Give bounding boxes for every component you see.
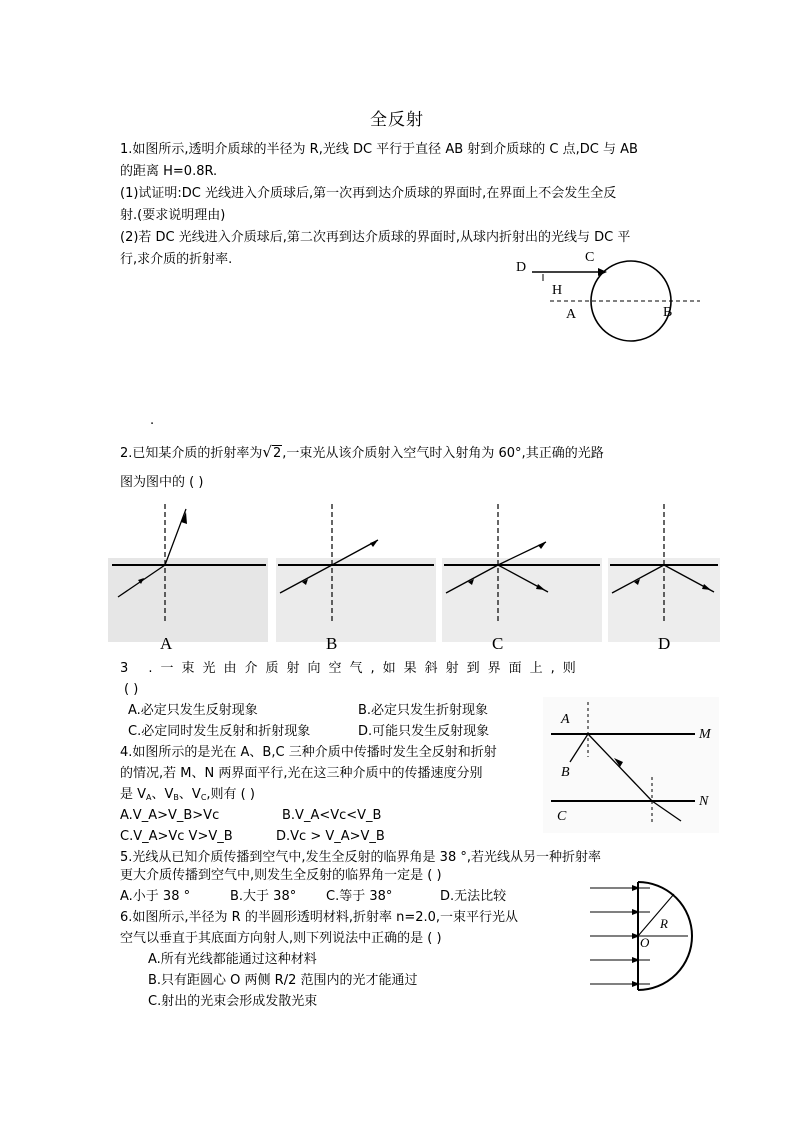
label-B: B (663, 305, 673, 320)
q1-line-5: (2)若 DC 光线进入介质球后,第二次再到达介质球的界面时,从球内折射出的光线与 DC 平 (120, 230, 631, 245)
semicircle-diagram (588, 876, 718, 996)
label-B: B (561, 765, 570, 780)
q5-line-1: 5.光线从已知介质传播到空气中,发生全反射的临界角是 38 °,若光线从另一种折射率 (120, 850, 601, 865)
q4-option-a: A.V_A>V_B>Vc (120, 808, 220, 823)
sqrt-value: 2 (272, 446, 282, 461)
q4-option-c: C.V_A>Vc V>V_B (120, 829, 233, 844)
label-O: O (640, 935, 650, 950)
q1-line-4: 射.(要求说明理由) (120, 208, 226, 223)
q6-line-1: 6.如图所示,半径为 R 的半圆形透明材料,折射率 n=2.0,一束平行光从 (120, 910, 519, 925)
q5-option-b: B.大于 38° (230, 889, 297, 904)
q3-option-c: C.必定同时发生反射和折射现象 (128, 724, 311, 739)
q1-line-2: 的距离 H=0.8R. (120, 164, 218, 179)
sphere-diagram (510, 245, 710, 355)
q4-line-3: 是 $V_A$、$V_B$、$V_C$,则有 ( ) (120, 787, 255, 802)
q1-stray-dot: . (150, 413, 155, 428)
q3-option-b: B.必定只发生折射现象 (358, 703, 489, 718)
q1-line-6: 行,求介质的折射率. (120, 252, 233, 267)
q2-option-diagrams (108, 496, 720, 654)
q1-line-1: 1.如图所示,透明介质球的半径为 R,光线 DC 平行于直径 AB 射到介质球的 C 点,DC 与 AB (120, 142, 638, 157)
label-H: H (552, 283, 563, 298)
three-media-diagram (543, 697, 719, 833)
page-title: 全反射 (370, 110, 424, 130)
label-A: A (561, 712, 570, 727)
q4-option-d: D.Vc > V_A>V_B (276, 829, 385, 844)
q5-option-a: A.小于 38 ° (120, 889, 191, 904)
q2-text-a: 2.已知某介质的折射率为 (120, 446, 263, 461)
q4-line-2: 的情况,若 M、N 两界面平行,光在这三种介质中的传播速度分别 (120, 766, 483, 781)
q3-line-1: 3 .一束光由介质射向空气,如果斜射到界面上,则 (120, 661, 584, 676)
diagram-d-label: D (658, 634, 671, 653)
label-R: R (660, 916, 668, 931)
q6-option-c: C.射出的光束会形成发散光束 (148, 994, 318, 1009)
q5-line-2: 更大介质传播到空气中,则发生全反射的临界角一定是 ( ) (120, 868, 442, 883)
diagram-a-label: A (160, 634, 173, 653)
label-A: A (566, 307, 577, 322)
diagram-c-label: C (492, 634, 504, 653)
label-M: M (699, 727, 711, 742)
q3-line-2: ( ) (124, 682, 139, 697)
q1-line-3: (1)试证明:DC 光线进入介质球后,第一次再到达介质球的界面时,在界面上不会发生全反 (120, 186, 617, 201)
q2-text-b: ,一束光从该介质射入空气时入射角为 60°,其正确的光路 (282, 446, 604, 461)
q3-option-a: A.必定只发生反射现象 (128, 703, 258, 718)
q4-option-b: B.V_A<Vc<V_B (282, 808, 382, 823)
q2-line-1 (120, 443, 604, 463)
label-C: C (557, 809, 567, 824)
label-D: D (516, 260, 527, 275)
sqrt-symbol: √ (262, 443, 272, 461)
q3-option-d: D.可能只发生反射现象 (358, 724, 490, 739)
q5-option-d: D.无法比较 (440, 889, 507, 904)
label-C: C (585, 250, 595, 265)
q2-line-2: 图为图中的 ( ) (120, 475, 204, 490)
q6-line-2: 空气以垂直于其底面方向射人,则下列说法中正确的是 ( ) (120, 931, 442, 946)
q4-line-1: 4.如图所示的是光在 A、B,C 三种介质中传播时发生全反射和折射 (120, 745, 497, 760)
q6-option-a: A.所有光线都能通过这种材料 (148, 952, 317, 967)
q5-option-c: C.等于 38° (326, 889, 393, 904)
diagram-b-label: B (326, 634, 338, 653)
label-N: N (699, 794, 709, 809)
q6-option-b: B.只有距圆心 O 两侧 R/2 范围内的光才能通过 (148, 973, 418, 988)
